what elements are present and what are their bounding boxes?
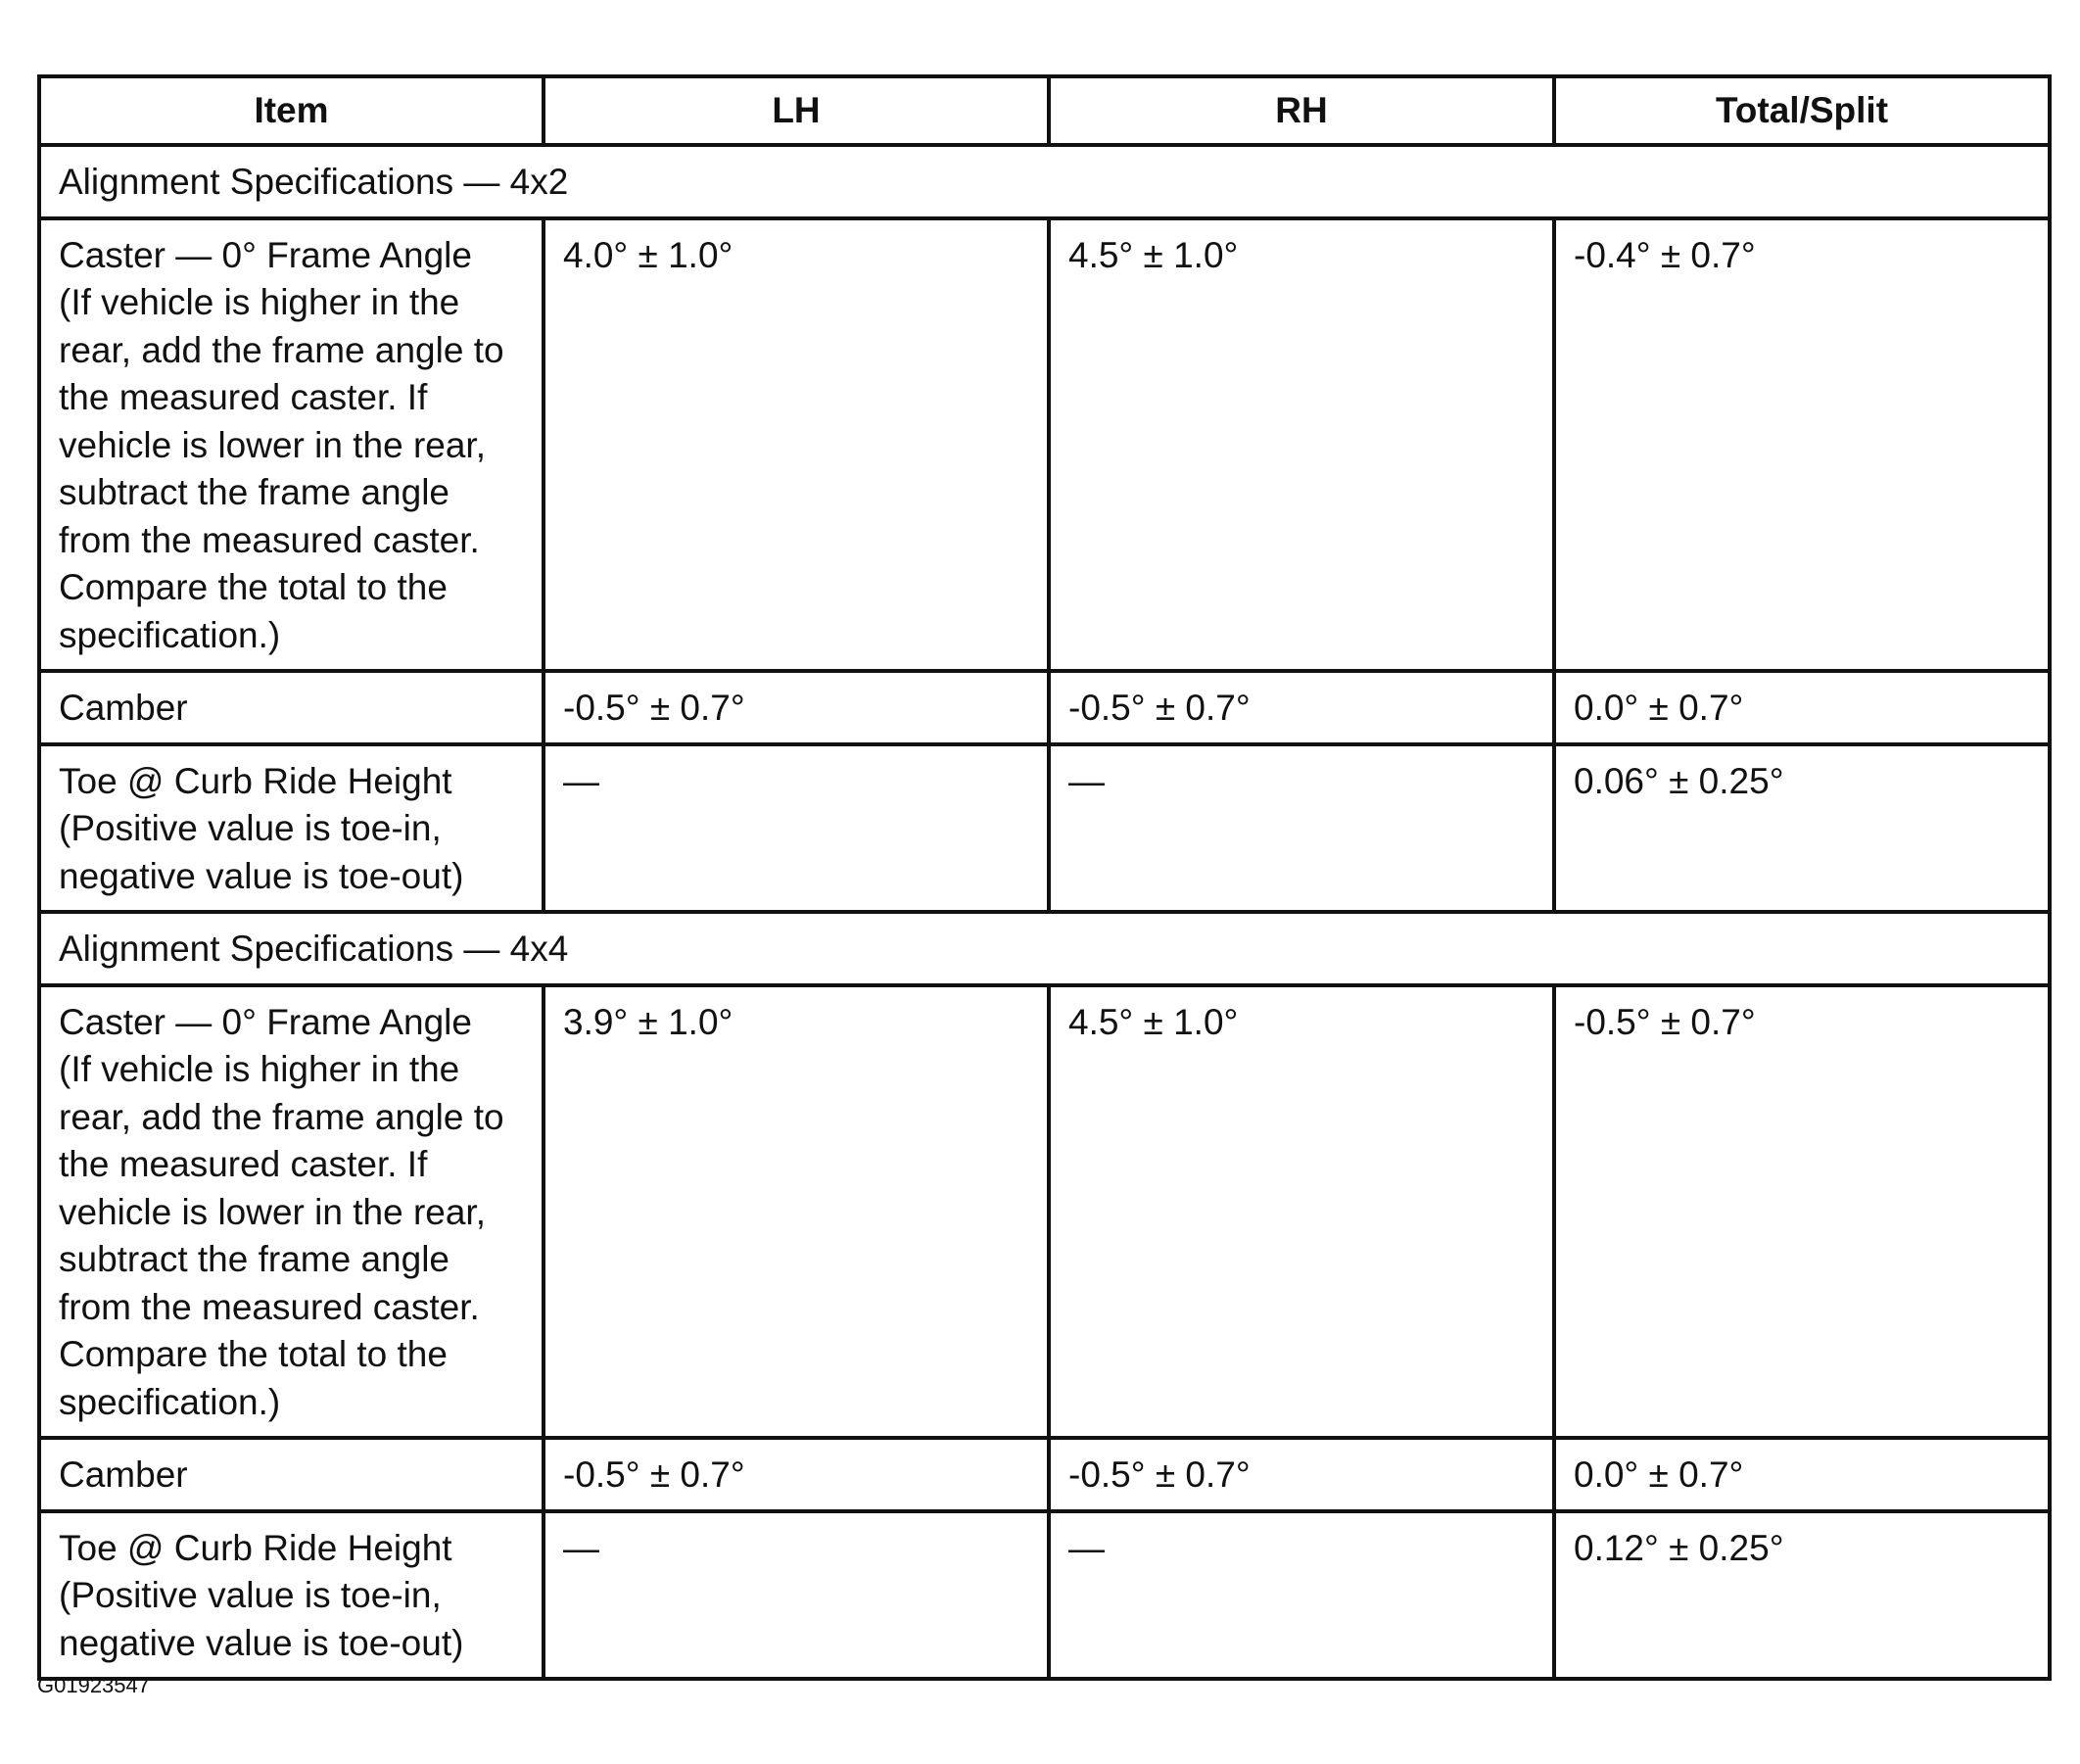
total-value: -0.4° ± 0.7° [1554, 218, 2050, 672]
alignment-spec-table [37, 74, 2052, 1681]
table-row [39, 744, 2050, 913]
rh-value: — [1049, 744, 1554, 913]
item-cell [39, 985, 544, 1439]
total-value: 0.0° ± 0.7° [1554, 671, 2050, 744]
total-value: 0.12° ± 0.25° [1554, 1511, 2050, 1680]
header-item: Item [39, 76, 544, 145]
header-lh: LH [544, 76, 1049, 145]
item-cell [39, 218, 544, 672]
item-label: Toe @ Curb Ride Height [59, 1527, 452, 1568]
lh-value: 4.0° ± 1.0° [544, 218, 1049, 672]
item-cell [39, 671, 544, 744]
section-title: Alignment Specifications — 4x4 [39, 912, 2050, 985]
lh-value: — [544, 1511, 1049, 1680]
item-note: (Positive value is toe-in, negative value is toe-out) [59, 808, 464, 896]
table-row [39, 671, 2050, 744]
rh-value: 4.5° ± 1.0° [1049, 218, 1554, 672]
section-row-4x4 [39, 912, 2050, 985]
item-note: (Positive value is toe-in, negative value is toe-out) [59, 1575, 464, 1663]
total-value: -0.5° ± 0.7° [1554, 985, 2050, 1439]
header-row [39, 76, 2050, 145]
total-value: 0.0° ± 0.7° [1554, 1438, 2050, 1511]
lh-value: -0.5° ± 0.7° [544, 1438, 1049, 1511]
item-label: Caster — 0° Frame Angle [59, 234, 472, 275]
rh-value: -0.5° ± 0.7° [1049, 671, 1554, 744]
item-note: (If vehicle is higher in the rear, add the frame angle to the measured caster. If vehicle is lower in the rear, subtract the frame angle from the measured caster. Compare the total to the specification.) [59, 282, 504, 655]
section-row-4x2 [39, 145, 2050, 218]
lh-value: 3.9° ± 1.0° [544, 985, 1049, 1439]
rh-value: 4.5° ± 1.0° [1049, 985, 1554, 1439]
table-row [39, 1438, 2050, 1511]
header-total-split: Total/Split [1554, 76, 2050, 145]
figure-id: G01923547 [37, 1673, 150, 1697]
item-label: Toe @ Curb Ride Height [59, 760, 452, 801]
item-cell [39, 1511, 544, 1680]
table-row [39, 985, 2050, 1439]
item-label: Camber [59, 688, 188, 728]
item-cell [39, 744, 544, 913]
total-value: 0.06° ± 0.25° [1554, 744, 2050, 913]
lh-value: -0.5° ± 0.7° [544, 671, 1049, 744]
item-label: Caster — 0° Frame Angle [59, 1001, 472, 1042]
item-cell [39, 1438, 544, 1511]
rh-value: -0.5° ± 0.7° [1049, 1438, 1554, 1511]
table-row [39, 1511, 2050, 1680]
section-title: Alignment Specifications — 4x2 [39, 145, 2050, 218]
table-row [39, 218, 2050, 672]
lh-value: — [544, 744, 1049, 913]
item-note: (If vehicle is higher in the rear, add the frame angle to the measured caster. If vehicle is lower in the rear, subtract the frame angle from the measured caster. Compare the total to the specification.) [59, 1049, 504, 1422]
header-rh: RH [1049, 76, 1554, 145]
rh-value: — [1049, 1511, 1554, 1680]
item-label: Camber [59, 1454, 188, 1495]
